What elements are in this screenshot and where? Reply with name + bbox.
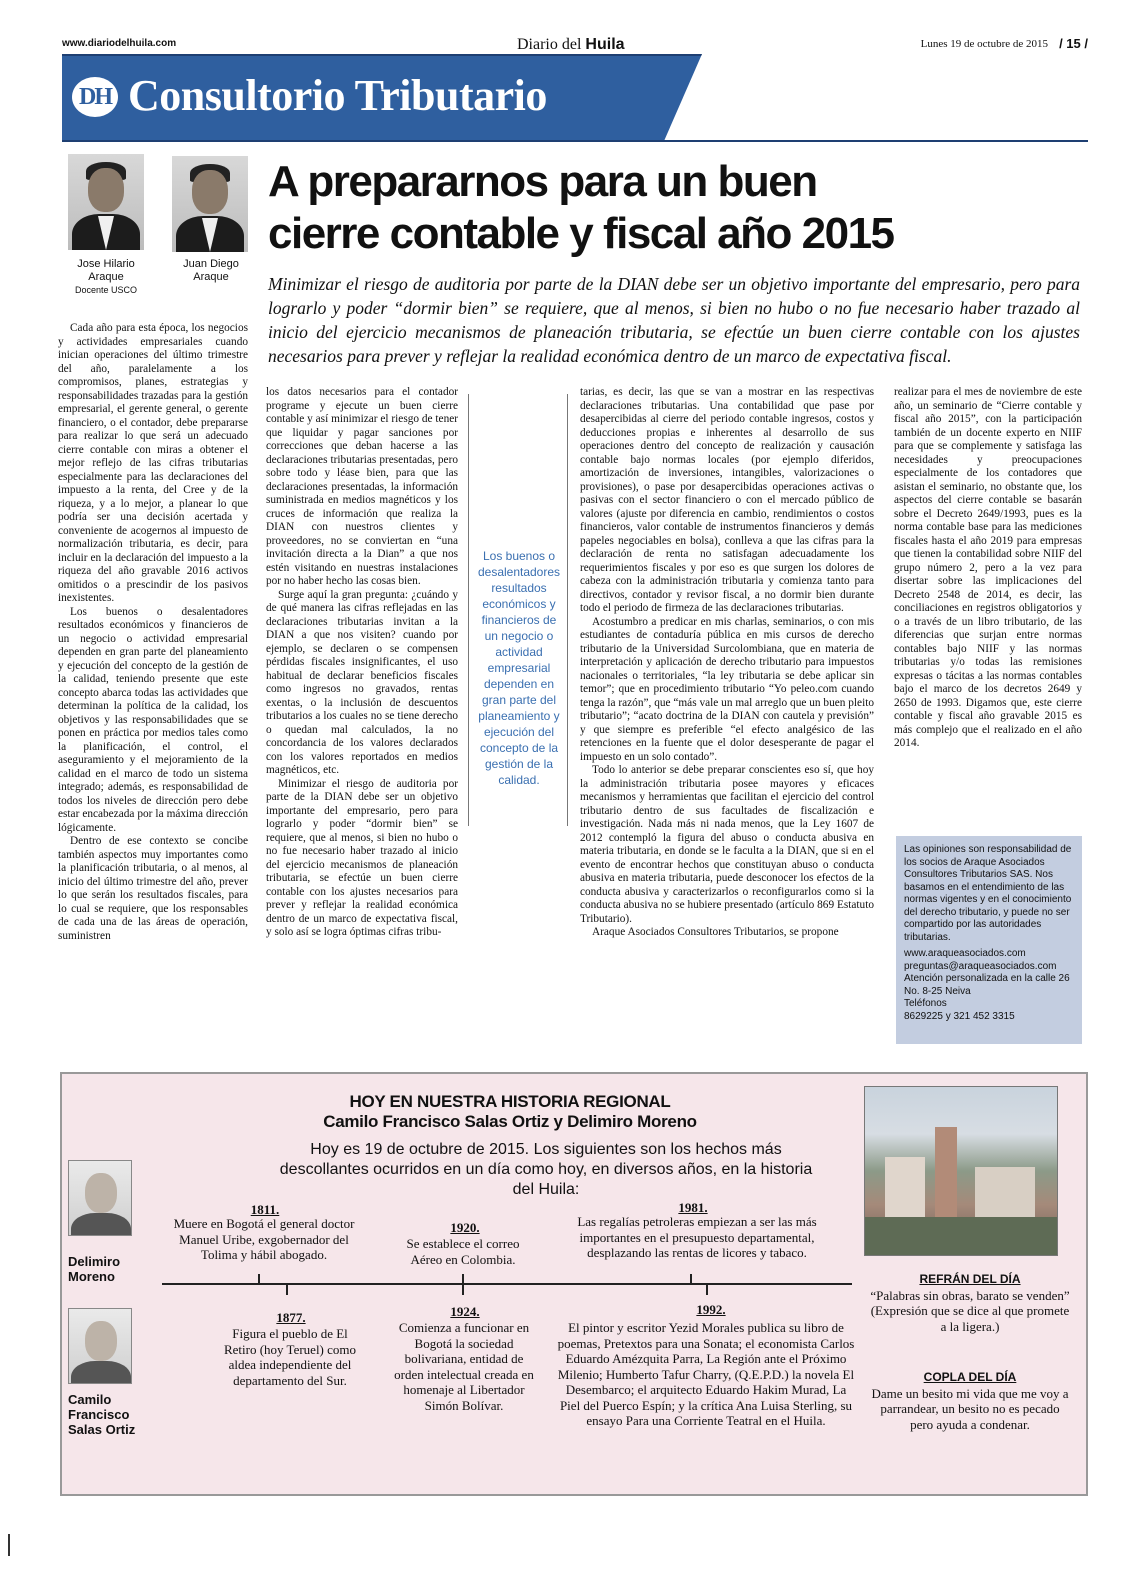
- article-column-1: [58, 322, 248, 943]
- copla-title: COPLA DEL DÍA: [923, 1370, 1017, 1384]
- margin-mark: [8, 1534, 10, 1556]
- article-headline: A prepararnos para un buen cierre contable y fiscal año 2015: [268, 157, 894, 258]
- refran-note: (Expresión que se dice al que promete a la ligera.): [870, 1303, 1070, 1334]
- paragraph: Araque Asociados Consultores Tributarios, se propone: [592, 926, 839, 938]
- event-text: Se establece el correo Aéreo en Colombia.: [406, 1236, 520, 1267]
- history-title: HOY EN NUESTRA HISTORIA REGIONAL Camilo Francisco Salas Ortiz y Delimiro Moreno: [323, 1092, 697, 1131]
- issue-date: Lunes 19 de octubre de 2015: [920, 38, 1048, 50]
- history-intro: Hoy es 19 de octubre de 2015. Los siguientes son los hechos más descollantes ocurridos en un día como hoy, en diversos años, en la historia del Huila:: [279, 1141, 813, 1198]
- timeline-tick: [690, 1274, 692, 1284]
- page-number: / 15 /: [1059, 36, 1088, 51]
- timeline-tick: [286, 1285, 288, 1295]
- paragraph: Minimizar el riesgo de auditoria por parte de la DIAN debe ser un objetivo importante del empresario, pero para lograrlo y poder “dormir bien” se requiere, que al menos, si bien no hubo o no fue necesario haber trazado al inicio del ejercicio mecanismos de planeación tributaria, se efectúe un buen cierre contable con los ajustes necesarios para prever y reflejar la realidad económica dentro de un marco de expectativa fiscal, y solo así se logra óptimas cifras tribu-: [266, 777, 458, 938]
- timeline-axis: [162, 1283, 852, 1285]
- paragraph: Los buenos o desalentadores resultados económicos y financieros de un negocio o actividad empresarial dependen en gran parte del planeamiento y ejecución del concepto de la gestión de la calidad, teniendo presente que este concepto abarca todas las actividades que determinan la política de la calidad, los objetivos y las responsabilidades que se ponen en práctica por medios tales como la planificación, el control, el aseguramiento y el mejoramiento de la calidad en el marco de todo un sistema integrado; además, es responsabilidad de todos los niveles de dirección pero debe estar encabezada por la máxima dirección lógicamente.: [58, 605, 248, 834]
- paragraph: Acostumbro a predicar en mis charlas, seminarios, o con mis estudiantes de contaduría pública en mis cursos de derecho tributario de la Universidad Surcolombiana, que en materia de interpretación y aplicación de derecho tributario para impuestos nacionales o territoriales, “la ley tributaria se debe aplicar sin temor”; que en procedimiento tributario “Yo peleo.com cuando tenga la razón”, que “más vale un mal arreglo que un buen pleito tributario”; “acato doctrina de la DIAN con cautela y previsión” y que siempre es preferible “el efecto analgésico de las retenciones en la fuente que el dolor desesperante de pagar el impuesto en un solo contado”.: [580, 615, 874, 763]
- pull-quote: Los buenos o desalentadores resultados económicos y financieros de un negocio o actividad empresarial dependen en gran parte del planeamiento y ejecución del concepto de la gestión de la calidad.: [477, 549, 561, 787]
- paragraph: tarias, es decir, las que se van a mostrar en las respectivas declaraciones tributarias. Una contabilidad que pase por desapercibidas al cierre del periodo contable ingresos, costos y deducciones propias e inherentes al desarrollo de sus operaciones dentro del concepto de realización y causación contable bajo normas locales (por ejemplo diferidos, amortización de inversiones, intangibles, valorizaciones o provisiones), o pase por desapercibidas operaciones activas o pasivas con el sector financiero o con el mercado público de valores (ajuste por diferencia en cambio, rendimientos o costos financieros, valor contable de instrumentos financieros y demás papeles negociables en bolsa), conlleva a que las cifras para la declaración de renta no satisfagan adecuadamente los requerimientos fiscales y por eso es que surgen los dolores de cabeza con la administración tributaria y comienza tanto para directivos, contador y revisor fiscal, a no dormir bien durante todo el periodo de firmeza de las declaraciones tributarias.: [580, 386, 874, 614]
- portrait-delimiro: [68, 1160, 132, 1236]
- portrait-name-camilo: Camilo Francisco Salas Ortiz: [68, 1392, 136, 1437]
- paragraph: realizar para el mes de noviembre de este año, un seminario de “Cierre contable y fiscal año 2015”, con la participación también de un docente experto en NIIF para que se complemente y satisfaga las necesidades y preocupaciones especialmente de los contadores que asistan el seminario, no obstante que, los aspectos del cierre contable se basarán sobre el Decreto 2649/1993, pues es la norma contable base para las mediciones fiscales hasta el año 2019 para empresas que tienen la contabilidad sobre NIIF del grupo número 2, pero a la vez para disertar sobre las implicaciones del Decreto 2548 de 2014, es decir, las conciliaciones en registros obligatorios y o a través de un libro tributario, de las diferencias que surjan entre normas contables bajo NIIF y las normas tributarias y/o todas las remisiones expresas o tácitas a las normas contables bajo el marco de los decretos 2649 y 2650 de 1993. Digamos que, este cierre contable y fiscal año gravable 2015 es más complejo que el realizado en el año 2014.: [894, 386, 1082, 749]
- banner-rule: [62, 140, 1088, 142]
- article-lead: Minimizar el riesgo de auditoria por parte de la DIAN debe ser un objetivo importante del empresario, pero para lograrlo y poder “dormir bien” se requiere, que al menos, si bien no hubo o no fue necesario haber trazado al inicio del ejercicio mecanismos de planeación tributaria, se efectúe un buen cierre contable con los ajustes necesarios para prever y reflejar la realidad económica dentro de un marco de expectativa fiscal.: [268, 274, 1080, 366]
- timeline-tick: [706, 1285, 708, 1295]
- event-text: El pintor y escritor Yezid Morales publica su libro de poemas, Pretextos para una Sonata; el economista Carlos Eduardo Amézquita Parra, La Región ante el Próximo Milenio; Humberto Tafur Charry, (Q.E.P.D.) la novela El Desembarco; el arquitecto Eduardo Hakim Murad, La Piel del Puerco Espín; y la crítica Ana Luisa Sterling, su ensayo Para una Corriente Teatral en el Huila.: [557, 1320, 855, 1428]
- timeline-tick: [258, 1274, 260, 1284]
- dh-logo: DH: [72, 77, 118, 117]
- copla-text: Dame un besito mi vida que me voy a parrandear, un besito no es pecado pero ayuda a condenar.: [871, 1385, 1069, 1432]
- refran-title: REFRÁN DEL DÍA: [919, 1272, 1021, 1286]
- refran-text: “Palabras sin obras, barato se venden”: [870, 1287, 1070, 1303]
- phones-label: Teléfonos: [904, 998, 947, 1009]
- author-byline-juan: Juan Diego Araque: [183, 258, 239, 283]
- event-text: Comienza a funcionar en Bogotá la sociedad bolivariana, entidad de orden intelectual creada en homenaje al Libertador Simón Bolívar.: [394, 1320, 534, 1413]
- event-year: 1992.: [696, 1302, 726, 1317]
- paragraph: Todo lo anterior se debe preparar conscientes eso sí, que hoy la administración tributaria posee mayores y eficaces mecanismos y herramientas que facilitan el ejercicio del control tributario dentro de sus facultades de fiscalización e investigación. Nada más ni nada menos, que la Ley 1607 de 2012 contempló la figura del abuso o conducta abusiva en materia tributaria, en donde se le faculta a la DIAN, que si en el evento de encontrar hechos que constituyan abuso o conducta abusiva en materia tributaria, puede desconocer los efectos de la conducta abusiva y caracterizarlos o reconfigurarlos como si la conducta abusiva no se hubiere presentado (artículo 869 Estatuto Tributario).: [580, 764, 874, 925]
- paragraph: los datos necesarios para el contador programe y ejecute un buen cierre contable y así minimizar el riesgo de tener que liquidar y pagar sanciones por correcciones que deban hacerse a las declaraciones tributarias presentadas, pero sobre todo y léase bien, para que las declaraciones presentadas, la información suministrada en medios magnéticos y los cruces de información que realiza la DIAN con nuestros clientes y proveedores, no se conviertan en “una invitación directa a la Dian” a que nos estén visitando en nuestras instalaciones por no haber hecho las cosas bien.: [266, 386, 458, 587]
- paragraph: Surge aquí la gran pregunta: ¿cuándo y de qué manera las cifras reflejadas en las declaraciones tributarias invitan a la DIAN a que nos visiten? cuando por ejemplo, se declaren o se compensen pérdidas fiscales insignificantes, el uso habitual de declarar beneficios fiscales como ingresos no gravados, rentas exentas, o la inclusión de descuentos tributarios a los cuales no se tiene derecho o quedan mal calculados, la no concordancia de los valores declarados con los valores reportados en medios magnéticos, etc.: [266, 588, 458, 776]
- newspaper-name: Diario del Huila: [517, 36, 625, 53]
- address-text: Atención personalizada en la calle 26 No. 8-25 Neiva: [904, 973, 1070, 997]
- article-column-3: [580, 386, 874, 940]
- website-link[interactable]: www.araqueasociados.com: [904, 948, 1026, 959]
- event-text: Las regalías petroleras empiezan a ser las más importantes en el presupuesto departamental, desplazando las rentas de licores y tabaco.: [577, 1214, 817, 1260]
- paragraph: Cada año para esta época, los negocios y actividades empresariales cuando inician operaciones del último trimestre del año, paralelamente a los compromisos, planes, estrategias y responsabilidades trazadas para la gestión empresarial, el gerente general, o gerente financiero, o el contador, debe prepararse para realizar lo que será un adecuado cierre contable con miras a obtener el mejor reflejo de las cifras tributarias especialmente para las declaraciones del impuesto a la renta, del Cree y de la riqueza, y a lo mejor, a planear lo que podría ser una decisión acertada y conveniente de acogernos al impuesto de normalización tributaria, es decir, para incluir en la declaración del impuesto a la riqueza del año gravable 2016 activos omitidos o a prescindir de los pasivos inexistentes.: [58, 322, 248, 604]
- disclaimer-text: Las opiniones son responsabilidad de los socios de Araque Asociados Consultores Tributarios SAS. Nos basamos en el entendimiento de las normas vigentes y en el conocimiento del derecho tributario, y puede no ser compartido por las autoridades tributarias.: [904, 844, 1072, 943]
- phones-text: 8629225 y 321 452 3315: [904, 1010, 1015, 1022]
- city-photo: [864, 1086, 1058, 1256]
- refran-block: [870, 1272, 1070, 1334]
- page-header: [62, 36, 1088, 54]
- site-url[interactable]: www.diariodelhuila.com: [62, 38, 177, 49]
- event-year: 1877.: [276, 1310, 306, 1325]
- timeline-tick: [462, 1285, 464, 1295]
- portrait-camilo: [68, 1308, 132, 1384]
- email-link[interactable]: preguntas@araqueasociados.com: [904, 960, 1057, 972]
- article-column-4: [894, 386, 1082, 751]
- article-column-2: [266, 386, 458, 940]
- event-text: Muere en Bogotá el general doctor Manuel Uribe, exgobernador del Tolima y hábil abogado.: [173, 1216, 355, 1262]
- disclaimer-box: [896, 836, 1082, 1044]
- event-year: 1811.: [250, 1202, 280, 1217]
- copla-block: [870, 1370, 1070, 1432]
- portrait-name-delimiro: Delimiro Moreno: [68, 1254, 121, 1284]
- paragraph: Dentro de ese contexto se concibe también aspectos muy importantes como la planificación tributaria, o al menos, al inicio del último trimestre del año, prever lo que serán los resultados fiscales, para lo cual se requiere, que los responsables de cada una de las áreas de operación, suministren: [58, 835, 248, 942]
- author-byline-jose: Jose Hilario Araque Docente USCO: [74, 258, 138, 295]
- timeline-tick: [462, 1274, 464, 1284]
- event-year: 1920.: [450, 1220, 480, 1235]
- event-year: 1924.: [450, 1304, 480, 1319]
- author-photo-jose: [68, 154, 144, 250]
- section-title: Consultorio Tributario: [128, 71, 547, 120]
- event-text: Figura el pueblo de El Retiro (hoy Teruel) como aldea independiente del departamento del Sur.: [223, 1326, 357, 1388]
- author-photo-juan: [172, 156, 248, 252]
- event-year: 1981.: [678, 1200, 708, 1215]
